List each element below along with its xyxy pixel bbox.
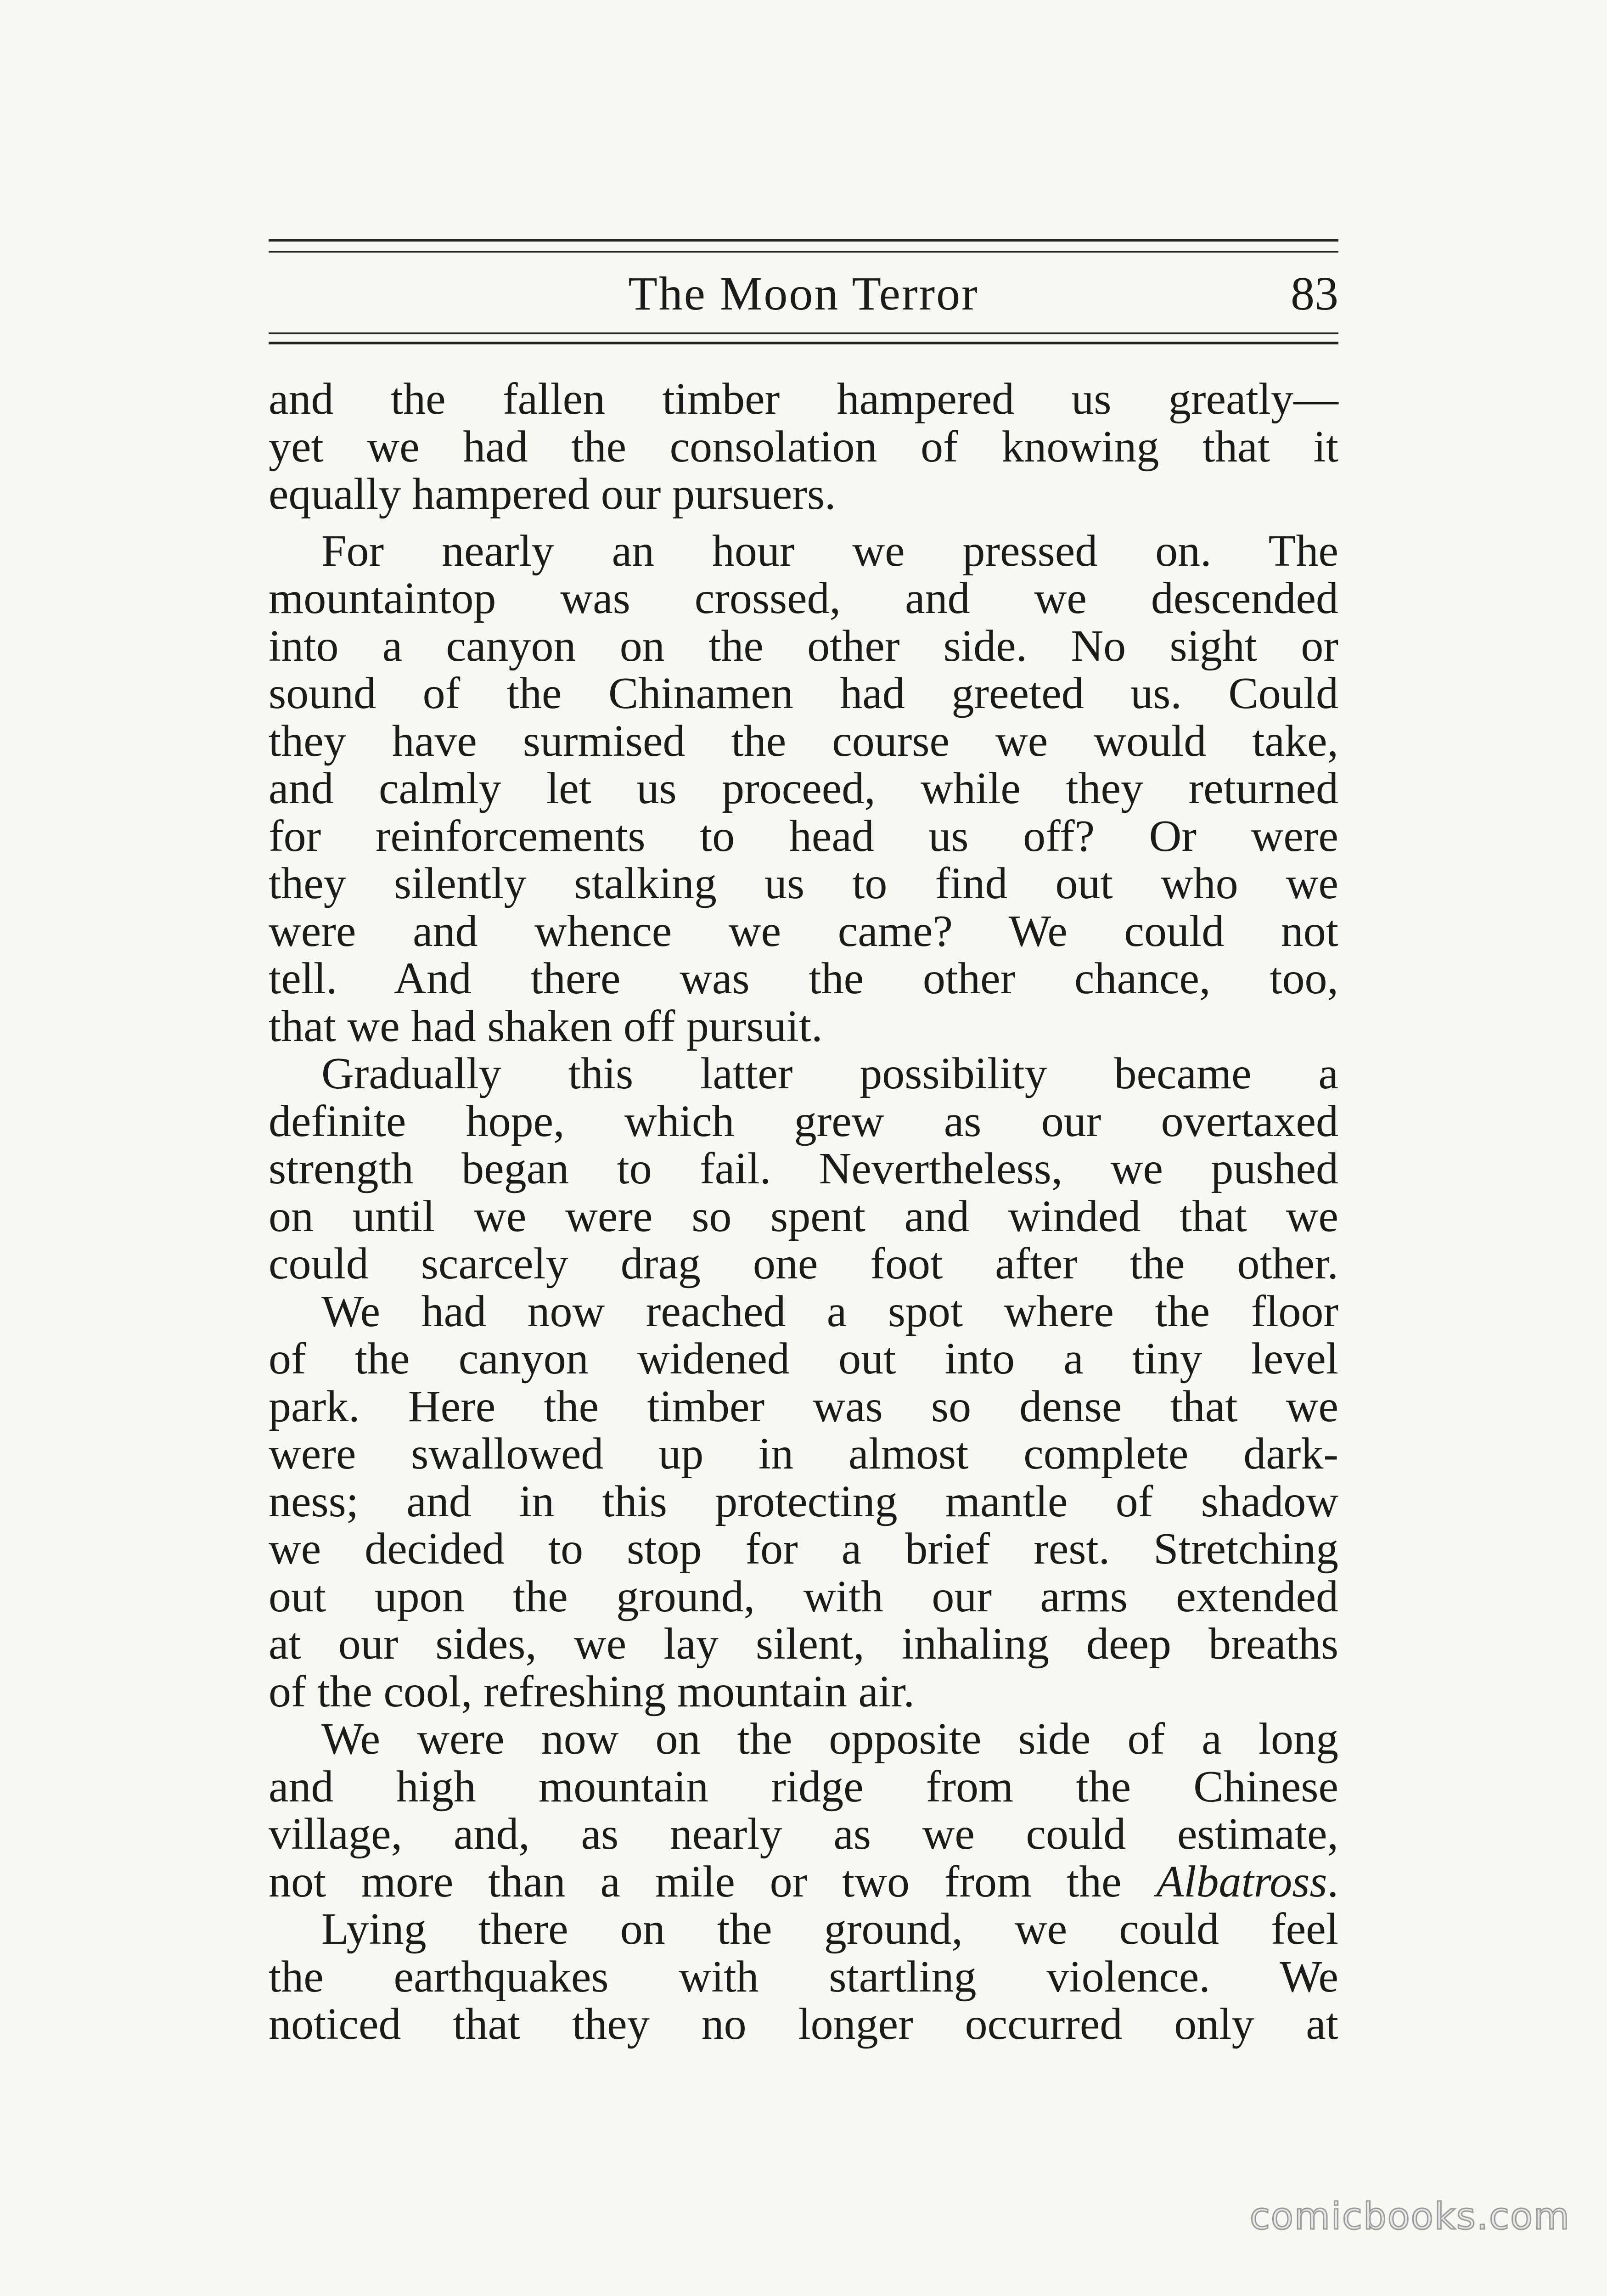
ship-name-italic: Albatross (1156, 1857, 1327, 1907)
text-line: they silently stalking us to find out who we (269, 859, 1338, 908)
text-line: were swallowed up in almost complete dark- (269, 1429, 1338, 1479)
text-line: and high mountain ridge from the Chinese (269, 1761, 1338, 1812)
running-title: The Moon Terror (628, 267, 979, 320)
text-line: For nearly an hour we pressed on. The (321, 526, 1338, 576)
text-line: noticed that they no longer occurred only at (269, 1999, 1338, 2049)
running-header (269, 230, 1338, 344)
text-line: of the cool, refreshing mountain air. (269, 1666, 915, 1716)
text-line: sound of the Chinamen had greeted us. Could (269, 669, 1338, 718)
text-line: Lying there on the ground, we could feel (321, 1904, 1338, 1954)
text-line: park. Here the timber was so dense that we (269, 1381, 1338, 1431)
text-line: Gradually this latter possibility became a (321, 1049, 1338, 1098)
text-line: ness; and in this protecting mantle of shadow (269, 1476, 1338, 1526)
text-line: the earthquakes with startling violence. We (269, 1952, 1338, 2002)
text-line: were and whence we came? We could not (269, 906, 1338, 956)
text-segment: . (1327, 1857, 1338, 1907)
text-line: that we had shaken off pursuit. (269, 1001, 823, 1051)
text-line: into a canyon on the other side. No sight or (269, 621, 1338, 671)
text-line: on until we were so spent and winded that we (269, 1191, 1338, 1241)
body-text (269, 376, 1338, 2048)
text-line: yet we had the consolation of knowing that it (269, 422, 1338, 472)
text-line: tell. And there was the other chance, too, (269, 954, 1338, 1003)
text-line: definite hope, which grew as our overtaxed (269, 1096, 1338, 1146)
header-bottom-rule (269, 342, 1338, 344)
text-line: they have surmised the course we would take, (269, 716, 1338, 766)
text-line: could scarcely drag one foot after the other. (269, 1239, 1338, 1289)
text-line (269, 1858, 1338, 1906)
header-top-rule-thin (269, 251, 1338, 253)
text-line: out upon the ground, with our arms extended (269, 1571, 1338, 1621)
text-line: we decided to stop for a brief rest. Stretching (269, 1524, 1338, 1574)
text-line: village, and, as nearly as we could estimate, (269, 1809, 1338, 1859)
text-segment: not more than a mile or two from the (269, 1857, 1157, 1907)
text-line: and calmly let us proceed, while they returned (269, 764, 1338, 813)
header-top-rule (269, 239, 1338, 242)
text-line: We were now on the opposite side of a long (321, 1714, 1338, 1764)
text-line: strength began to fail. Nevertheless, we pushed (269, 1144, 1338, 1193)
page-number: 83 (1291, 267, 1338, 320)
text-line: and the fallen timber hampered us greatly— (269, 374, 1338, 424)
text-line: equally hampered our pursuers. (269, 469, 836, 519)
watermark: comicbooks.com (1249, 2195, 1570, 2238)
text-line: for reinforcements to head us off? Or were (269, 811, 1338, 861)
text-line: We had now reached a spot where the floor (321, 1286, 1338, 1336)
text-line: at our sides, we lay silent, inhaling deep breaths (269, 1619, 1338, 1669)
text-line: mountaintop was crossed, and we descended (269, 574, 1338, 623)
header-bottom-rule-thin (269, 332, 1338, 334)
text-line: of the canyon widened out into a tiny level (269, 1334, 1338, 1384)
